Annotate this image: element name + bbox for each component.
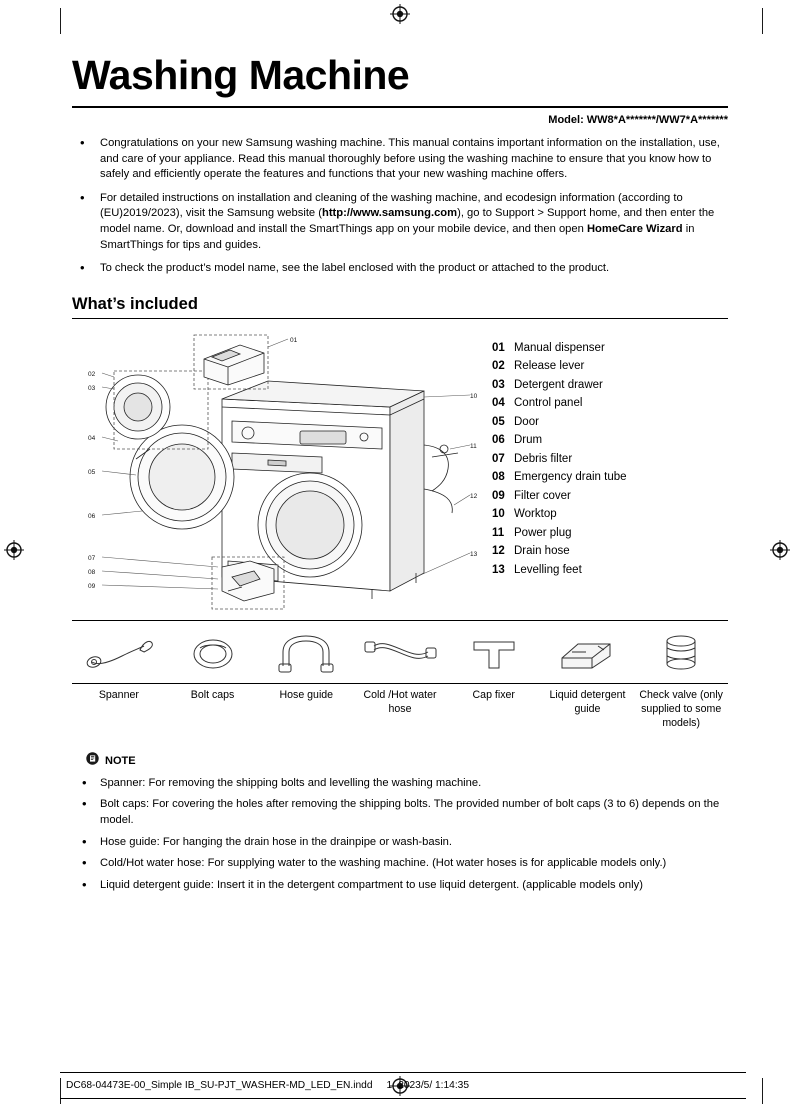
- accessory-item: [259, 620, 353, 684]
- svg-text:02: 02: [88, 370, 96, 378]
- legend-item-number: 07: [492, 452, 505, 465]
- check-valve-icon: [634, 625, 728, 683]
- legend-item-label: Manual dispenser: [514, 341, 605, 354]
- legend-item: [492, 413, 728, 432]
- section-heading-whats-included: What’s included: [72, 294, 198, 313]
- svg-text:09: 09: [88, 582, 96, 590]
- legend-item-number: 01: [492, 341, 505, 354]
- legend-item-label: Power plug: [514, 526, 572, 539]
- svg-text:10: 10: [470, 392, 478, 400]
- legend-item-number: 04: [492, 397, 505, 410]
- page-title: Washing Machine: [72, 52, 410, 98]
- footer-timestamp: 2023/5/ 1:14:35: [398, 1080, 469, 1091]
- registration-mark-left: [4, 540, 24, 560]
- accessory-item: [166, 620, 260, 684]
- registration-mark-top: [390, 4, 410, 24]
- crop-mark-top-right: [762, 8, 763, 34]
- footer-page-number: 1: [386, 1080, 393, 1091]
- legend-item: [492, 376, 728, 395]
- accessory-label: Spanner: [98, 688, 139, 701]
- accessory-label: Bolt caps: [190, 688, 235, 701]
- crop-mark-bottom-right: [762, 1078, 763, 1104]
- svg-text:06: 06: [88, 512, 96, 520]
- note-header: [72, 752, 728, 770]
- svg-text:05: 05: [88, 468, 96, 476]
- print-footer: [60, 1072, 746, 1099]
- svg-text:04: 04: [88, 434, 96, 442]
- svg-text:13: 13: [470, 550, 478, 558]
- legend-item-number: 11: [492, 526, 505, 539]
- accessory-item: [72, 620, 166, 684]
- intro-bullet-list: [72, 136, 728, 277]
- note-icon: [86, 752, 99, 770]
- note-list: [72, 776, 728, 894]
- footer-filename: DC68-04473E-00_Simple IB_SU-PJT_WASHER-MD_LED_EN.indd: [66, 1080, 373, 1091]
- legend-item: [492, 561, 728, 580]
- accessory-labels: [72, 688, 728, 730]
- accessories-strip: [72, 620, 728, 684]
- accessory-item: [634, 620, 728, 684]
- registration-mark-right: [770, 540, 790, 560]
- legend-item-number: 02: [492, 360, 505, 373]
- section-divider: [72, 318, 728, 319]
- legend-item: [492, 505, 728, 524]
- body-text: in SmartThings for tips and guides.: [100, 222, 695, 251]
- body-text: Congratulations on your new Samsung washing machine. This manual contains important information on the installation, use, and care of your appliance. Read this manual thoroughly before using the washing machine to ensure that you know how to safely and efficiently operate the features and functions that your new washing machine offers.: [100, 137, 720, 181]
- legend-item-number: 10: [492, 508, 505, 521]
- svg-text:11: 11: [470, 442, 477, 450]
- note-item: • Hose guide: For hanging the drain hose in the drainpipe or wash-basin.: [72, 835, 728, 851]
- legend-item: [492, 431, 728, 450]
- intro-bullet: [72, 261, 728, 277]
- emphasis-text: HomeCare Wizard: [586, 222, 683, 235]
- accessory-item: [447, 620, 541, 684]
- legend-item-number: 12: [492, 545, 505, 558]
- note-heading: NOTE: [105, 754, 136, 767]
- legend-item: [492, 339, 728, 358]
- legend-item-label: Drum: [514, 434, 543, 447]
- legend-item: [492, 394, 728, 413]
- note-item: • Liquid detergent guide: Insert it in the detergent compartment to use liquid detergent. (applicable models only): [72, 878, 728, 894]
- legend-item-label: Release lever: [514, 360, 585, 373]
- liquid-detergent-guide-icon: [541, 625, 635, 683]
- legend-item-label: Levelling feet: [514, 563, 582, 576]
- svg-text:01: 01: [290, 336, 298, 344]
- legend-item-label: Door: [514, 415, 539, 428]
- svg-text:03: 03: [88, 384, 96, 392]
- legend-item-label: Debris filter: [514, 452, 573, 465]
- accessory-label: Check valve (only supplied to some models): [639, 688, 723, 729]
- parts-legend: [492, 329, 728, 614]
- note-item: • Spanner: For removing the shipping bolts and levelling the washing machine.: [72, 776, 728, 792]
- hose-guide-icon: [259, 625, 353, 683]
- model-number: Model: WW8*A*******/WW7*A*******: [548, 114, 728, 126]
- legend-item-number: 08: [492, 471, 505, 484]
- legend-item-number: 03: [492, 378, 505, 391]
- svg-text:12: 12: [470, 492, 478, 500]
- document-content: [72, 52, 728, 899]
- intro-bullet: [72, 191, 728, 253]
- note-item: • Cold/Hot water hose: For supplying water to the washing machine. (Hot water hoses is for applicable models only.): [72, 856, 728, 872]
- accessory-item: [353, 620, 447, 684]
- svg-text:08: 08: [88, 568, 96, 576]
- accessory-label: Cap fixer: [472, 688, 515, 701]
- body-text: ), go to Support > Support home, and then enter the model name. Or, download and install the SmartThings app on your mobile device, and then open: [100, 207, 715, 235]
- intro-bullet: [72, 136, 728, 183]
- legend-item-label: Filter cover: [514, 489, 571, 502]
- body-text: For detailed instructions on installation and cleaning of the washing machine, and ecodesign information (according to (EU)2019/2023), visit the Samsung website (: [100, 191, 683, 220]
- legend-item-label: Drain hose: [514, 545, 570, 558]
- legend-item: [492, 357, 728, 376]
- legend-item-label: Control panel: [514, 397, 583, 410]
- note-item: • Bolt caps: For covering the holes after removing the shipping bolts. The provided number of bolt caps (3 to 6) depends on the model.: [72, 797, 728, 828]
- legend-item-label: Emergency drain tube: [514, 471, 627, 484]
- legend-item-number: 06: [492, 434, 505, 447]
- svg-text:07: 07: [88, 554, 96, 562]
- title-divider: [72, 106, 728, 108]
- legend-item-number: 05: [492, 415, 505, 428]
- legend-item-label: Worktop: [514, 508, 557, 521]
- bolt-caps-icon: [166, 625, 260, 683]
- cap-fixer-icon: [447, 625, 541, 683]
- legend-item: [492, 542, 728, 561]
- spanner-icon: [72, 625, 166, 683]
- accessory-label: Hose guide: [279, 688, 334, 701]
- accessory-label: Cold /Hot water hose: [363, 688, 437, 715]
- accessory-item: [541, 620, 635, 684]
- water-hose-icon: [353, 625, 447, 683]
- body-text: To check the product’s model name, see the label enclosed with the product or attached to the product.: [100, 262, 610, 275]
- washing-machine-diagram: [72, 329, 482, 614]
- parts-figure-and-legend: [72, 329, 728, 614]
- legend-item-number: 09: [492, 489, 505, 502]
- legend-item: [492, 450, 728, 469]
- legend-item-label: Detergent drawer: [514, 378, 603, 391]
- legend-item: [492, 487, 728, 506]
- legend-item: [492, 524, 728, 543]
- legend-item: [492, 468, 728, 487]
- crop-mark-top-left: [60, 8, 61, 34]
- emphasis-text: http://www.samsung.com: [322, 207, 458, 220]
- legend-item-number: 13: [492, 563, 505, 576]
- accessory-label: Liquid detergent guide: [549, 688, 626, 715]
